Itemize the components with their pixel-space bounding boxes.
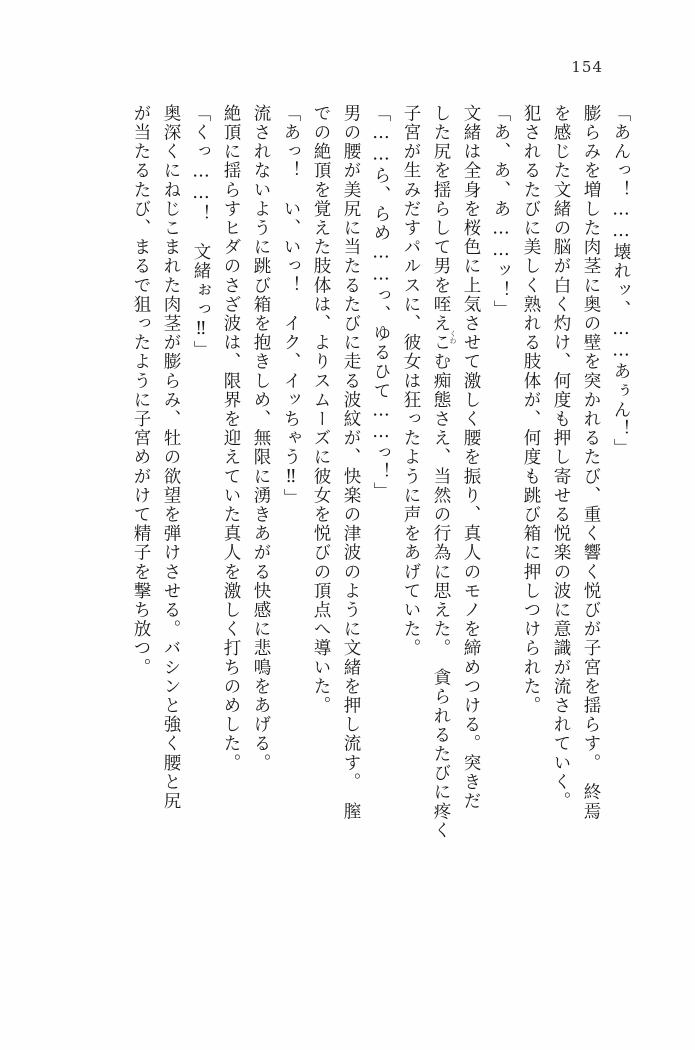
text-line: 「あんっ！……壊れッ、……あぅん！」 [611, 104, 631, 458]
ruby-annotation: くわ [449, 330, 457, 344]
text-line: 流されないように跳び箱を抱きしめ、無限に湧きあがる快感に悲鳴をあげる。 [251, 104, 271, 773]
text-line: 絶頂に揺らすヒダのさざ波は、限界を迎えていた真人を激しく打ちのめした。 [221, 104, 241, 773]
text-line: 奥深くにねじこまれた肉茎が膨らみ、牡の欲望を弾けさせる。バシンと強く腰と尻 [161, 104, 181, 811]
text-line: 「あ、あ、あ……ッ！」 [491, 104, 511, 320]
text-line: 子宮が生みだすパルスに、彼女は狂ったように声をあげていた。 [401, 104, 421, 658]
text-line: 「あっ！ い、いっ！ イク、イッちゃう‼」 [281, 104, 301, 508]
text-line: 「くっ……！ 文緒ぉっ‼」 [191, 104, 211, 360]
text-line: した尻を揺らして男を咥えこむ痴態さえ、当然の行為に思えた。 貪られるたびに疼く [431, 104, 451, 841]
page-number: 154 [571, 58, 603, 76]
text-line: 男の腰が美尻に当たるたびに走る波紋が、快楽の津波のように文緒を押し流す。 膣 [341, 104, 361, 822]
text-line: 「……ら、らめ……っ、ゆるひて……っ！」 [371, 104, 391, 501]
page-text-body [66, 104, 629, 984]
text-line: 膨らみを増した肉茎に奥の壁を突かれるたび、重く響く悦びが子宮を揺らす。 終焉 [581, 104, 601, 822]
text-line: 文緒は全身を桜色に上気させて激しく腰を振り、真人のモノを締めつける。突きだ [461, 104, 481, 811]
text-line: での絶頂を覚えた肢体は、よりスムーズに彼女を悦びの頂点へ導いた。 [311, 104, 331, 716]
text-line: 犯されるたびに美しく熟れる肢体が、何度も跳び箱に押しつけられた。 [521, 104, 541, 716]
text-line: を感じた文緒の脳が白く灼け、何度も押し寄せる悦楽の波に意識が流されていく。 [551, 104, 571, 811]
text-line: が当たるたび、まるで狙ったように子宮めがけて精子を撃ち放つ。 [131, 104, 151, 677]
